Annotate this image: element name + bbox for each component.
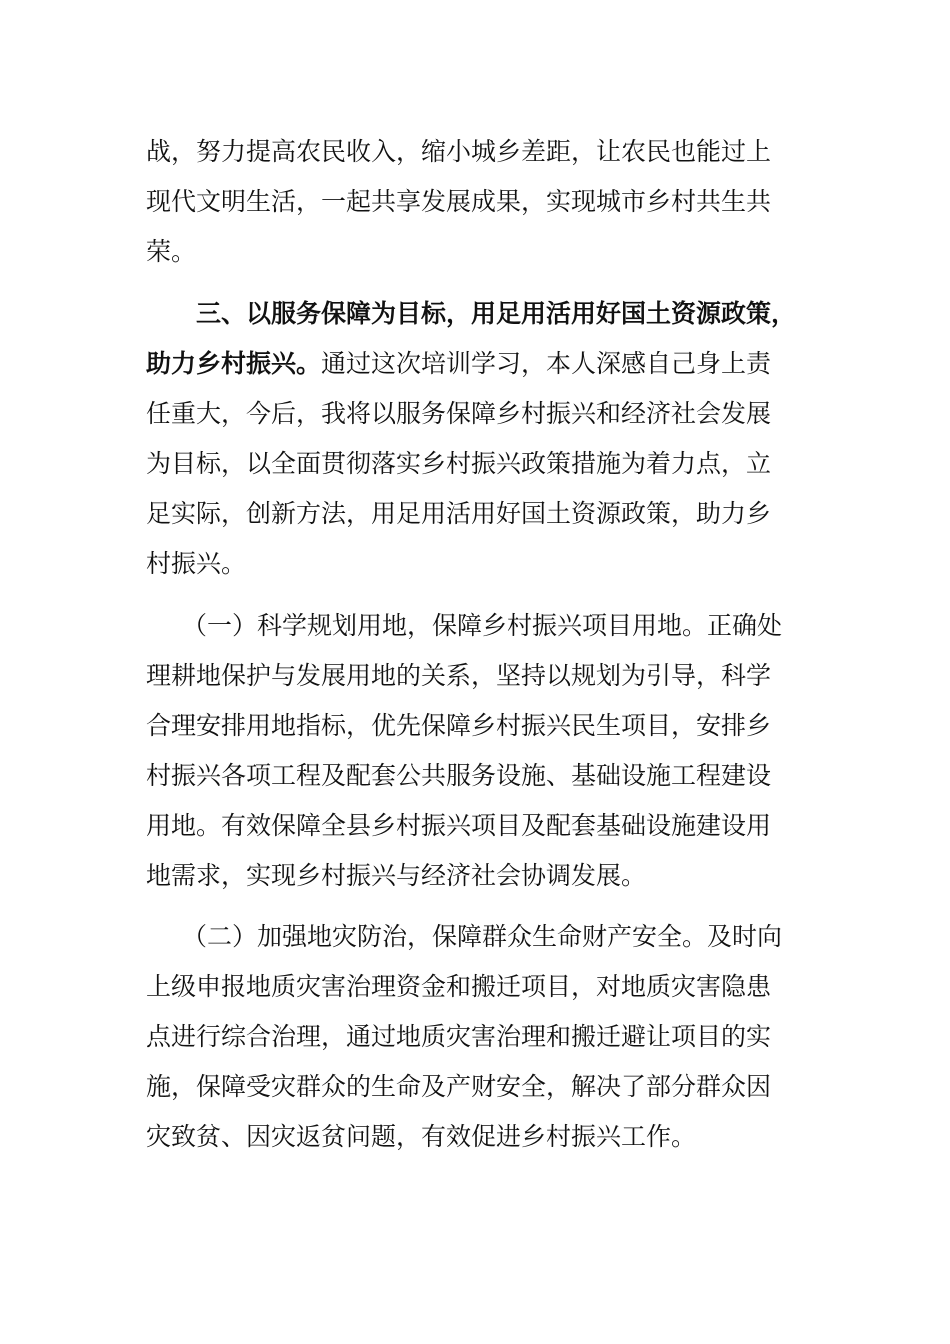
section-3-heading-line-2: 助力乡村振兴。 xyxy=(146,349,322,378)
paragraph-1-line-2: 现代文明生活，一起共享发展成果，实现城市乡村共生共 xyxy=(146,187,772,216)
section-3-line-6: 村振兴。 xyxy=(146,549,247,578)
subsection-2-line-2: 上级申报地质灾害治理资金和搬迁项目，对地质灾害隐患 xyxy=(146,972,772,1001)
subsection-1-line-1: （一）科学规划用地，保障乡村振兴项目用地。正确处 xyxy=(182,611,783,640)
subsection-1-line-4: 村振兴各项工程及配套公共服务设施、基础设施工程建设 xyxy=(146,761,772,790)
subsection-1-line-3: 合理安排用地指标，优先保障乡村振兴民生项目，安排乡 xyxy=(146,711,772,740)
paragraph-1-line-1: 战，努力提高农民收入，缩小城乡差距，让农民也能过上 xyxy=(146,137,772,166)
section-3-heading-line-1: 三、以服务保障为目标，用足用活用好国土资源政策， xyxy=(196,299,797,328)
section-3-line-3: 任重大，今后，我将以服务保障乡村振兴和经济社会发展 xyxy=(146,399,772,428)
subsection-1-line-6: 地需求，实现乡村振兴与经济社会协调发展。 xyxy=(146,861,647,890)
subsection-1-line-5: 用地。有效保障全县乡村振兴项目及配套基础设施建设用 xyxy=(146,811,772,840)
subsection-1-line-2: 理耕地保护与发展用地的关系，坚持以规划为引导，科学 xyxy=(146,661,772,690)
subsection-2-line-4: 施，保障受灾群众的生命及产财安全，解决了部分群众因 xyxy=(146,1072,772,1101)
section-3-line-5: 足实际，创新方法，用足用活用好国土资源政策，助力乡 xyxy=(146,499,772,528)
section-3-line-4: 为目标，以全面贯彻落实乡村振兴政策措施为着力点，立 xyxy=(146,449,772,478)
section-3-line-2 xyxy=(146,344,771,384)
subsection-2-line-5: 灾致贫、因灾返贫问题，有效促进乡村振兴工作。 xyxy=(146,1122,697,1151)
paragraph-1-line-3: 荣。 xyxy=(146,237,197,266)
subsection-2-line-3: 点进行综合治理，通过地质灾害治理和搬迁避让项目的实 xyxy=(146,1022,772,1051)
section-3-line-2-text: 通过这次培训学习，本人深感自己身上责 xyxy=(321,349,772,378)
subsection-2-line-1: （二）加强地灾防治，保障群众生命财产安全。及时向 xyxy=(182,922,783,951)
